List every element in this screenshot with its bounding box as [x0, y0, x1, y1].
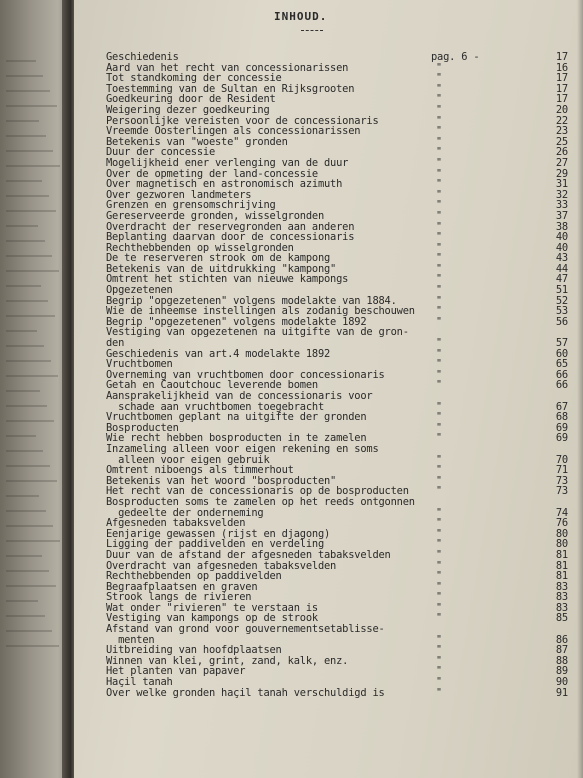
- page-number: 69: [555, 432, 568, 445]
- ditto-mark: ": [436, 538, 442, 550]
- document-page: [74, 0, 583, 778]
- toc-entry-text: den: [106, 337, 125, 350]
- show-through-line: [6, 600, 38, 602]
- toc-entry-text: Het recht van de concessionaris op de bosproducten: [106, 485, 409, 498]
- page-number: 80: [555, 538, 568, 551]
- toc-entry: [106, 103, 568, 116]
- ditto-mark: ": [436, 284, 442, 296]
- show-through-line: [6, 585, 56, 587]
- page-title: INHOUD.: [274, 10, 328, 23]
- page-number: 81: [555, 548, 568, 561]
- page-number: 17: [555, 93, 568, 106]
- ditto-mark: ": [436, 315, 442, 327]
- ditto-mark: ": [436, 358, 442, 370]
- toc-entry-text: Betekenis van "woeste" gronden: [106, 135, 288, 148]
- ditto-mark: ": [436, 103, 442, 115]
- ditto-mark: ": [436, 506, 442, 518]
- page-number: 73: [555, 485, 568, 498]
- ditto-mark: ": [436, 337, 442, 349]
- ditto-mark: ": [436, 178, 442, 190]
- toc-entry: [106, 390, 568, 413]
- page-number: 91: [555, 686, 568, 699]
- ditto-mark: ": [436, 273, 442, 285]
- show-through-line: [6, 525, 53, 527]
- toc-entry-text: Aard van het recht van concessionarissen: [106, 61, 349, 74]
- toc-entry-text: Weigering dezer goedkeuring: [106, 103, 270, 116]
- toc-entry-text: Uitbreiding van hoofdplaatsen: [106, 644, 282, 657]
- show-through-line: [6, 330, 37, 332]
- ditto-mark: ": [436, 633, 442, 645]
- page-number: 81: [555, 570, 568, 583]
- ditto-mark: ": [436, 209, 442, 221]
- toc-entry-text: Aansprakelijkheid van de concessionaris voor: [106, 390, 373, 402]
- page-number: 85: [555, 612, 568, 625]
- show-through-line: [6, 255, 52, 257]
- toc-entry-text: Over welke gronden haçil tanah verschuldigd is: [106, 686, 385, 699]
- ditto-mark: ": [436, 559, 442, 571]
- page-number: 16: [555, 61, 568, 74]
- ditto-mark: ": [436, 665, 442, 677]
- toc-entry-text: Begraafplaatsen en graven: [106, 580, 258, 593]
- ditto-mark: ": [436, 188, 442, 200]
- page-number: 67: [555, 400, 568, 413]
- show-through-line: [6, 270, 59, 272]
- toc-entry-text: Goedkeuring door de Resident: [106, 93, 276, 106]
- page-number: 40: [555, 241, 568, 254]
- show-through-line: [6, 180, 42, 182]
- toc-entry-text: Getah en Caoutchouc leverende bomen: [106, 379, 318, 392]
- toc-entry-text: Betekenis van de uitdrukking "kampong": [106, 262, 337, 275]
- page-number: 69: [555, 421, 568, 434]
- toc-entry-text: Geschiedenis van art.4 modelakte 1892: [106, 347, 331, 360]
- toc-entry-text: Tot standkoming der concessie: [106, 72, 282, 85]
- toc-entry-text: schade aan vruchtbomen toegebracht: [106, 400, 325, 413]
- show-through-line: [6, 315, 55, 317]
- toc-entry: [106, 326, 568, 350]
- toc-entry-text: Omtrent het stichten van nieuwe kampongs: [106, 273, 349, 286]
- show-through-line: [6, 615, 45, 617]
- toc-entry-text: Eenjarige gewassen (rijst en djagong): [106, 527, 331, 540]
- show-through-line: [6, 450, 43, 452]
- ditto-mark: ": [436, 421, 442, 433]
- toc-entry-text: Haçil tanah: [106, 676, 173, 689]
- ditto-mark: ": [436, 432, 442, 444]
- page-number: 86: [555, 633, 568, 646]
- toc-entry: [106, 51, 568, 63]
- page-number: 57: [555, 337, 568, 350]
- ditto-mark: ": [436, 411, 442, 423]
- page-number: 68: [555, 411, 568, 424]
- toc-entry-text: Overneming van vruchtbomen door concessionaris: [106, 368, 385, 381]
- toc-entry-text: Wie recht hebben bosproducten in te zamelen: [106, 432, 367, 445]
- toc-entry-text: menten: [106, 633, 155, 646]
- show-through-line: [6, 405, 47, 407]
- toc-entry-text: Rechthebbenden op wisselgronden: [106, 241, 294, 254]
- ditto-mark: ": [436, 199, 442, 211]
- ditto-mark: ": [436, 368, 442, 380]
- ditto-mark: ": [436, 591, 442, 603]
- toc-entry-text: Bosproducten soms te zamelen op het reeds ontgonnen: [106, 495, 415, 508]
- page-number: 66: [555, 368, 568, 381]
- show-through-line: [6, 570, 49, 572]
- ditto-mark: ": [436, 527, 442, 539]
- page-number: 51: [555, 284, 568, 297]
- ditto-mark: ": [436, 517, 442, 529]
- ditto-mark: ": [436, 601, 442, 613]
- page-number: 87: [555, 644, 568, 657]
- toc-entry-text: Vruchtbomen: [106, 358, 173, 371]
- toc-entry-text: Vestiging van opgezetenen na uitgifte van de gron-: [106, 326, 409, 339]
- toc-entry-text: alleen voor eigen gebruik: [106, 453, 270, 466]
- ditto-mark: ": [436, 548, 442, 560]
- toc-entry-text: gedeelte der onderneming: [106, 506, 264, 519]
- show-through-line: [6, 345, 44, 347]
- toc-entry: [106, 156, 568, 169]
- toc-entry-text: Duur der concessie: [106, 146, 216, 159]
- page-number: 71: [555, 464, 568, 477]
- show-through-line: [6, 60, 36, 62]
- title-underline: [301, 30, 323, 32]
- page-number: 27: [555, 156, 568, 169]
- page-number: 74: [555, 506, 568, 519]
- toc-entry: [106, 686, 568, 699]
- ditto-mark: ": [436, 485, 442, 497]
- page-number: 47: [555, 273, 568, 286]
- toc-entry-text: Grenzen en grensomschrijving: [106, 199, 276, 212]
- page-number: 89: [555, 665, 568, 678]
- page-number: 56: [555, 315, 568, 328]
- page-number: 83: [555, 591, 568, 604]
- toc-entry-text: Vruchtbomen geplant na uitgifte der gronden: [106, 411, 367, 424]
- page-number: 43: [555, 252, 568, 265]
- ditto-mark: ": [436, 220, 442, 232]
- page-number: 66: [555, 379, 568, 392]
- toc-entry-text: Geschiedenis: [106, 51, 179, 63]
- ditto-mark: ": [436, 167, 442, 179]
- page-number: 44: [555, 262, 568, 275]
- ditto-mark: ": [436, 72, 442, 84]
- page-number: 23: [555, 125, 568, 138]
- toc-entry: [106, 623, 568, 646]
- toc-entry: [106, 548, 568, 561]
- page-number: 70: [555, 453, 568, 466]
- page-number: 73: [555, 474, 568, 487]
- page-number: 90: [555, 676, 568, 689]
- show-through-line: [6, 135, 46, 137]
- ditto-mark: ": [436, 474, 442, 486]
- toc-entry-text: Rechthebbenden op paddivelden: [106, 570, 282, 583]
- show-through-line: [6, 240, 45, 242]
- toc-entry-text: Begrip "opgezetenen" volgens modelakte van 1884.: [106, 294, 397, 307]
- ditto-mark: ": [436, 686, 442, 698]
- ditto-mark: ": [436, 156, 442, 168]
- page-number: 25: [555, 135, 568, 148]
- toc-entry-text: Ligging der paddivelden en verdeling: [106, 538, 325, 551]
- ditto-mark: ": [436, 262, 442, 274]
- toc-entry-text: Wie de inheemse instellingen als zodanig beschouwen: [106, 305, 415, 318]
- ditto-mark: ": [436, 241, 442, 253]
- ditto-mark: ": [436, 125, 442, 137]
- toc-entry-text: Betekenis van het woord "bosproducten": [106, 474, 337, 487]
- page-number: 33: [555, 199, 568, 212]
- show-through-line: [6, 495, 39, 497]
- page-number: 83: [555, 601, 568, 614]
- ditto-mark: ": [436, 654, 442, 666]
- page-number: 32: [555, 188, 568, 201]
- ditto-mark: ": [436, 61, 442, 73]
- show-through-line: [6, 165, 60, 167]
- page-number: 81: [555, 559, 568, 572]
- toc-entry-text: Begrip "opgezetenen" volgens modelakte 1892: [106, 315, 367, 328]
- toc-entry-text: Afstand van grond voor gouvernementsetablisse-: [106, 623, 385, 636]
- ditto-mark: ": [436, 114, 442, 126]
- page-number: 60: [555, 347, 568, 360]
- toc-entry-text: Overdracht van afgesneden tabaksvelden: [106, 559, 337, 572]
- ditto-mark: ": [436, 612, 442, 624]
- toc-entry: [106, 495, 568, 519]
- ditto-mark: ": [436, 580, 442, 592]
- ditto-mark: ": [436, 252, 442, 264]
- toc-entry-text: Omtrent niboengs als timmerhout: [106, 464, 294, 477]
- toc-entry-text: Vestiging van kampongs op de strook: [106, 612, 318, 625]
- ditto-mark: ": [436, 453, 442, 465]
- show-through-line: [6, 75, 43, 77]
- ditto-mark: ": [436, 305, 442, 317]
- ditto-mark: ": [436, 676, 442, 688]
- page-number: 40: [555, 231, 568, 244]
- toc-entry-text: Strook langs de rivieren: [106, 591, 252, 604]
- ditto-mark: ": [436, 294, 442, 306]
- ditto-mark: ": [436, 464, 442, 476]
- toc-entry-text: Mogelijkheid ener verlenging van de duur: [106, 156, 349, 169]
- toc-entry-text: Het planten van papaver: [106, 665, 246, 678]
- toc-entry-text: De te reserveren strook om de kampong: [106, 252, 331, 265]
- toc-entry-text: Persoonlijke vereisten voor de concessionaris: [106, 114, 379, 127]
- show-through-line: [6, 540, 60, 542]
- page-number: 29: [555, 167, 568, 180]
- show-through-line: [6, 285, 41, 287]
- page-number: 80: [555, 527, 568, 540]
- page-number: 37: [555, 209, 568, 222]
- toc-entry-text: Opgezetenen: [106, 284, 173, 297]
- show-through-line: [6, 510, 46, 512]
- toc-entry-text: Bosproducten: [106, 421, 179, 434]
- toc-entry-text: Vreemde Oosterlingen als concessionarissen: [106, 125, 361, 138]
- show-through-line: [6, 375, 58, 377]
- show-through-line: [6, 390, 40, 392]
- page-number: 17: [555, 51, 568, 63]
- page-number: 65: [555, 358, 568, 371]
- toc-entry: [106, 442, 568, 466]
- page-edge-shadow: [577, 0, 583, 778]
- ditto-mark: ": [436, 146, 442, 158]
- show-through-line: [6, 480, 57, 482]
- toc-entry-text: Overdracht der reservegronden aan anderen: [106, 220, 355, 233]
- show-through-line: [6, 105, 57, 107]
- show-through-line: [6, 630, 52, 632]
- page-number: 83: [555, 580, 568, 593]
- show-through-line: [6, 120, 39, 122]
- page-number: 38: [555, 220, 568, 233]
- show-through-line: [6, 645, 59, 647]
- toc-entry-text: Beplanting daarvan door de concessionaris: [106, 231, 355, 244]
- table-of-contents: [106, 51, 568, 699]
- ditto-mark: ": [436, 400, 442, 412]
- toc-entry: [106, 209, 568, 222]
- page-number: 17: [555, 72, 568, 85]
- ditto-mark: ": [436, 135, 442, 147]
- show-through-line: [6, 435, 36, 437]
- ditto-mark: ": [436, 379, 442, 391]
- toc-entry-text: Over gezworen landmeters: [106, 188, 252, 201]
- show-through-line: [6, 300, 48, 302]
- toc-entry-text: Afgesneden tabaksvelden: [106, 517, 246, 530]
- ditto-mark: ": [436, 82, 442, 94]
- show-through-line: [6, 420, 54, 422]
- toc-entry-text: Gereserveerde gronden, wisselgronden: [106, 209, 325, 222]
- ditto-mark: ": [436, 644, 442, 656]
- toc-entry-text: Over de opmeting der land-concessie: [106, 167, 318, 180]
- page-number: 17: [555, 82, 568, 95]
- ditto-mark: ": [436, 570, 442, 582]
- page-number: 31: [555, 178, 568, 191]
- page-reference-label: pag. 6 -: [431, 51, 480, 63]
- page-number: 88: [555, 654, 568, 667]
- toc-entry-text: Toestemming van de Sultan en Rijksgrooten: [106, 82, 355, 95]
- show-through-line: [6, 465, 50, 467]
- show-through-line: [6, 150, 53, 152]
- show-through-line: [6, 225, 38, 227]
- ditto-mark: ": [436, 93, 442, 105]
- toc-entry-text: Over magnetisch en astronomisch azimuth: [106, 178, 343, 191]
- page-number: 52: [555, 294, 568, 307]
- toc-entry-text: Wat onder "rivieren" te verstaan is: [106, 601, 318, 614]
- show-through-line: [6, 90, 50, 92]
- show-through-line: [6, 360, 51, 362]
- show-through-line: [6, 195, 49, 197]
- show-through-line: [6, 210, 56, 212]
- page-number: 26: [555, 146, 568, 159]
- page-number: 22: [555, 114, 568, 127]
- toc-entry-text: Duur van de afstand der afgesneden tabaksvelden: [106, 548, 391, 561]
- ditto-mark: ": [436, 347, 442, 359]
- page-number: 53: [555, 305, 568, 318]
- page-number: 20: [555, 103, 568, 116]
- toc-entry-text: Winnen van klei, grint, zand, kalk, enz.: [106, 654, 349, 667]
- toc-entry-text: Inzameling alleen voor eigen rekening en soms: [106, 442, 379, 455]
- show-through-line: [6, 555, 42, 557]
- ditto-mark: ": [436, 231, 442, 243]
- page-number: 76: [555, 517, 568, 530]
